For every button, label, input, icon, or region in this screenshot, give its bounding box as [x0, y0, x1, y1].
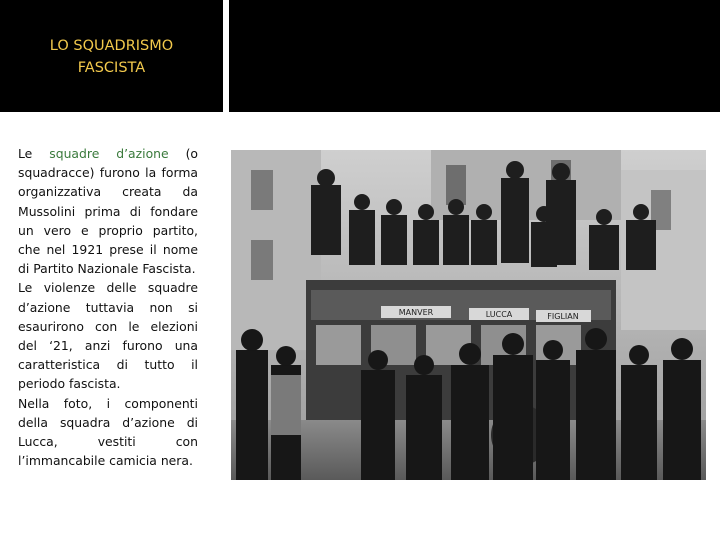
bus-sign-left: MANVER — [398, 308, 434, 317]
header-bar — [229, 0, 720, 112]
paragraph-1-rest: (o squadracce) furono la forma organizzativa creata da Mussolini prima di fondare un vero e proprio partito, che nel 1921 prese il nome di Partito Nazionale Fascista. — [18, 146, 198, 277]
photo-drawing — [231, 150, 706, 480]
paragraph-2: Le violenze delle squadre d’azione tuttavia non si esaurirono con le elezioni del ‘21, anzi furono una caratteristica di tutto il periodo fascista. — [18, 280, 198, 392]
bus-sign-right: FIGLIAN — [547, 312, 579, 321]
body-text — [18, 144, 198, 470]
slide-title: LO SQUADRISMO FASCISTA — [49, 38, 174, 76]
bus-sign-mid: LUCCA — [485, 310, 513, 319]
paragraph-1-start: Le — [18, 146, 50, 161]
highlight-term: squadre d’azione — [49, 146, 169, 161]
paragraph-3: Nella foto, i componenti della squadra d’azione di Lucca, vestiti con l’immancabile camicia nera. — [18, 395, 198, 469]
historical-photo — [231, 150, 706, 480]
title-box — [0, 0, 223, 112]
paragraph-1 — [18, 144, 198, 278]
